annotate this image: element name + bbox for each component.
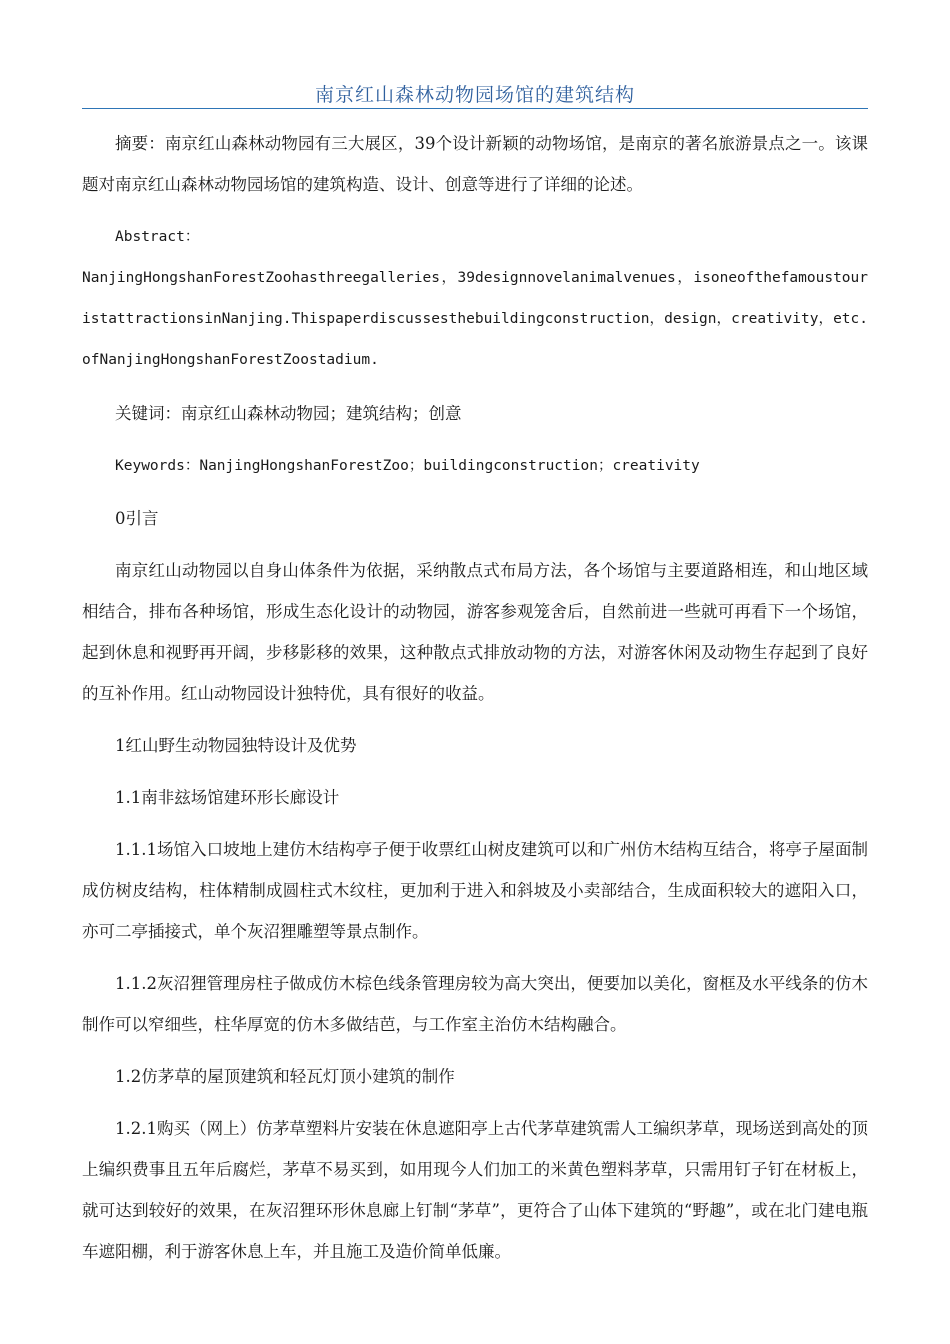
abstract-cn: 摘要：南京红山森林动物园有三大展区，39个设计新颖的动物场馆，是南京的著名旅游景点之一。该课题对南京红山森林动物园场馆的建筑构造、设计、创意等进行了详细的论述。 — [82, 134, 868, 194]
section-0-heading: 0引言 — [115, 509, 159, 528]
section-1-1-2-paragraph: 1.1.2灰沼狸管理房柱子做成仿木棕色线条管理房较为高大突出，便要加以美化，窗框及水平线条的仿木制作可以窄细些，柱华厚宽的仿木多做结芭，与工作室主治仿木结构融合。 — [82, 974, 868, 1034]
section-1-2-1-paragraph: 1.2.1购买（网上）仿茅草塑料片安装在休息遮阳亭上古代茅草建筑需人工编织茅草，现场送到高处的顶上编织费事且五年后腐烂，茅草不易买到，如用现今人们加工的米黄色塑料茅草，只需用钉子钉在材板上，就可达到较好的效果，在灰沼狸环形休息廊上钉制“茅草”，更符合了山体下建筑的“野趣”，或在北门建电瓶车遮阳棚，利于游客休息上车，并且施工及造价简单低廉。 — [82, 1119, 868, 1261]
keywords-cn: 关键词：南京红山森林动物园；建筑结构；创意 — [115, 404, 462, 423]
abstract-en-label: Abstract： — [115, 229, 200, 245]
title-underline — [82, 108, 868, 109]
section-1-2-heading: 1.2仿茅草的屋顶建筑和轻瓦灯顶小建筑的制作 — [115, 1067, 455, 1086]
document-title: 南京红山森林动物园场馆的建筑结构 — [314, 84, 635, 106]
section-1-1-heading: 1.1南非玆场馆建环形长廊设计 — [115, 788, 340, 807]
section-1-heading: 1红山野生动物园独特设计及优势 — [115, 736, 357, 755]
section-1-1-1-paragraph: 1.1.1场馆入口坡地上建仿木结构亭子便于收票红山树皮建筑可以和广州仿木结构互结合，将亭子屋面制成仿树皮结构，柱体精制成圆柱式木纹柱，更加利于进入和斜坡及小卖部结合，生成面积较大的遮阳入口，亦可二亭插接式，单个灰沼狸雕塑等景点制作。 — [82, 840, 868, 941]
document-body — [82, 123, 868, 1272]
keywords-en: Keywords：NanjingHongshanForestZoo；buildingconstruction；creativity — [115, 458, 700, 474]
abstract-en: NanjingHongshanForestZoohasthreegalleries，39designnovelanimalvenues，isoneofthefamoustouristattractionsinNanjing.Thispaperdiscussesthebuildingconstruction，design，creativity，etc.ofNanjingHongshanForestZoostadium. — [82, 270, 868, 368]
section-0-paragraph: 南京红山动物园以自身山体条件为依据，采纳散点式布局方法，各个场馆与主要道路相连，和山地区域相结合，排布各种场馆，形成生态化设计的动物园，游客参观笼舍后，自然前进一些就可再看下一个场馆，起到休息和视野再开阔，步移影移的效果，这种散点式排放动物的方法，对游客休闲及动物生存起到了良好的互补作用。红山动物园设计独特优，具有很好的收益。 — [82, 561, 868, 703]
